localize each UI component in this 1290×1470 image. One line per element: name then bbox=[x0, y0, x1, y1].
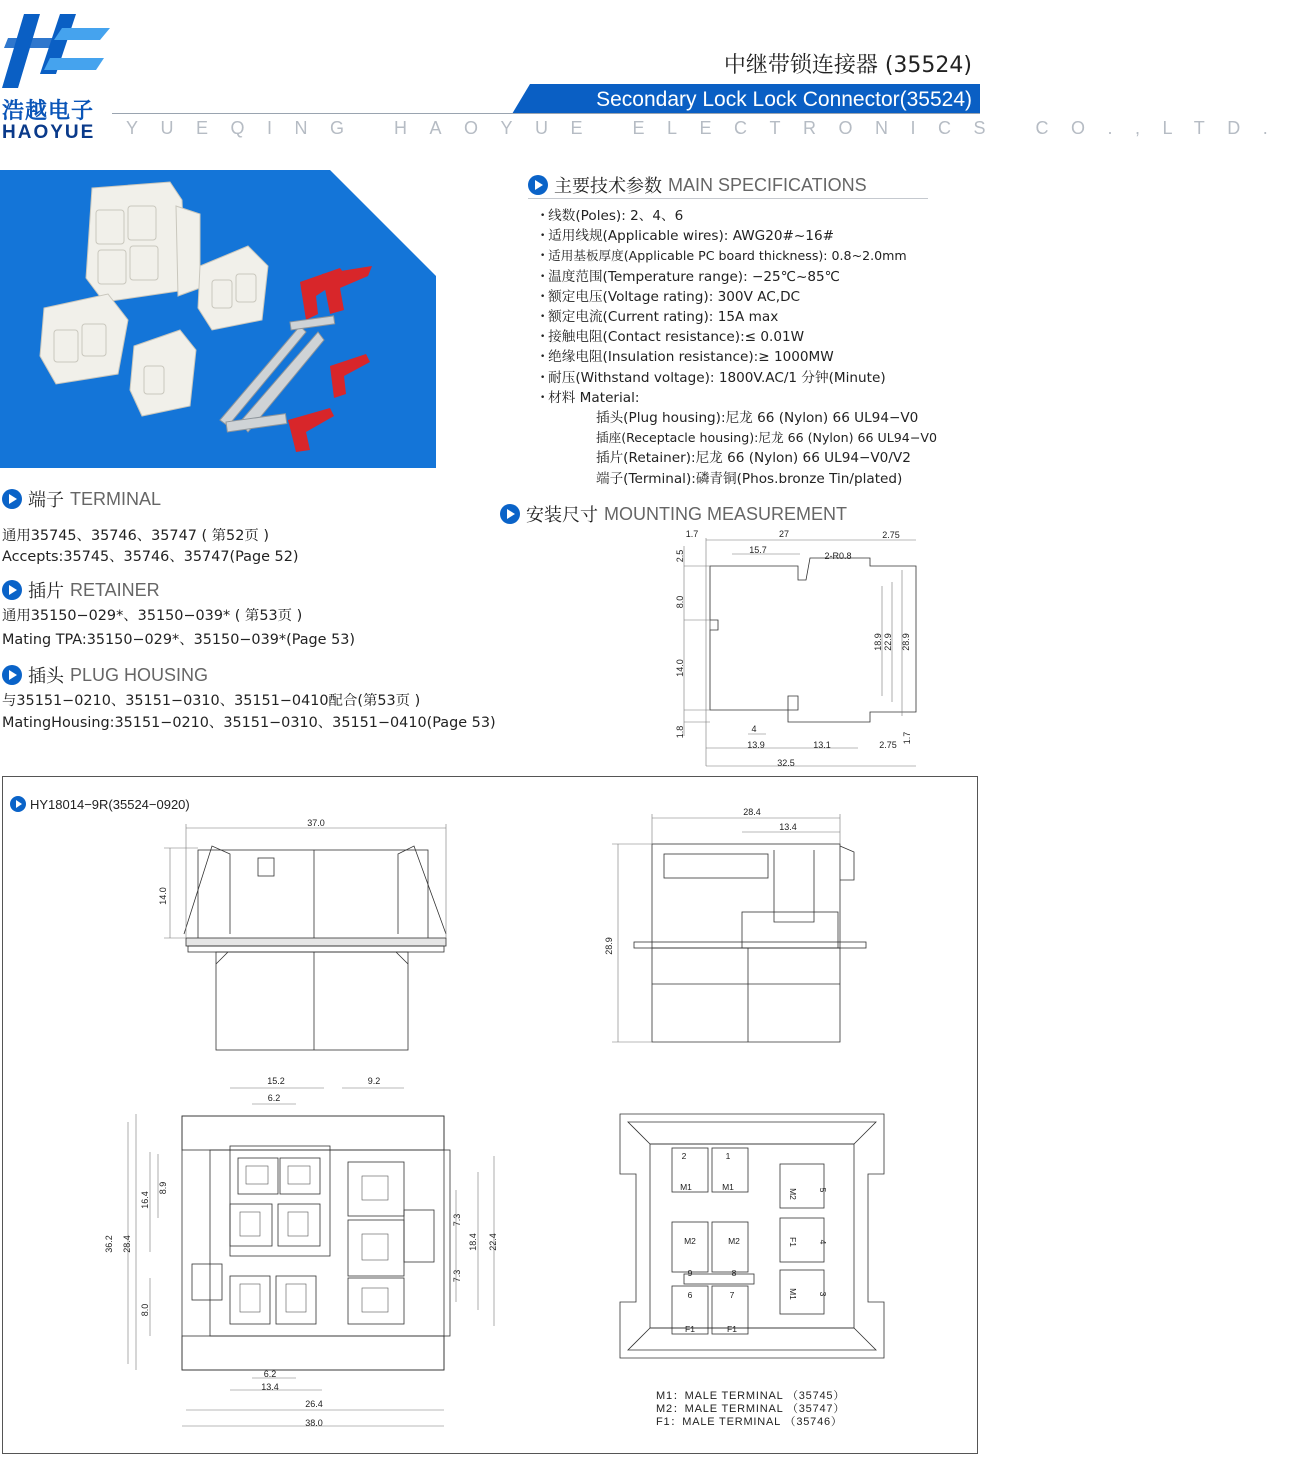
dim-label: 1.7 bbox=[685, 529, 699, 539]
side-view-drawing bbox=[596, 802, 876, 1056]
material-line: 端子(Terminal):磷青铜(Phos.bronze Tin/plated) bbox=[596, 470, 903, 487]
legend-line: M1：MALE TERMINAL （35745） bbox=[656, 1390, 846, 1402]
dim-label: 16.4 bbox=[140, 1191, 150, 1209]
dim-label: 1.8 bbox=[675, 725, 685, 739]
cavity-num: 6 bbox=[687, 1290, 693, 1300]
model-number bbox=[10, 796, 190, 812]
spec-item: • 接触电阻(Contact resistance):≤ 0.01W bbox=[540, 327, 970, 347]
dim-label: 15.7 bbox=[749, 545, 767, 555]
cavity-label: M1 bbox=[788, 1288, 798, 1300]
company-name: YUEQING HAOYUE ELECTRONICS CO.,LTD. bbox=[126, 118, 1290, 138]
cavity-label: F1 bbox=[727, 1324, 737, 1334]
page-title-en: Secondary Lock Lock Connector(35524) bbox=[596, 88, 972, 111]
retainer-heading-cn: 插片 bbox=[28, 581, 64, 602]
mounting-heading bbox=[500, 501, 847, 527]
model-number-text: HY18014−9R(35524−0920) bbox=[30, 796, 190, 812]
spec-item: • 耐压(Withstand voltage): 1800V.AC/1 分钟(Minute) bbox=[540, 368, 970, 388]
dim-label: 8.0 bbox=[140, 1303, 150, 1317]
cavity-label: M2 bbox=[788, 1188, 798, 1200]
terminal-heading bbox=[2, 486, 161, 512]
dim-label: 28.4 bbox=[743, 807, 761, 817]
plug-line-cn: 与35151−0210、35151−0310、35151−0410配合(第53页 ) bbox=[2, 693, 421, 709]
spec-item: • 线数(Poles): 2、4、6 bbox=[540, 206, 970, 226]
header-divider bbox=[112, 113, 980, 114]
dim-label: 36.2 bbox=[104, 1235, 114, 1253]
play-icon bbox=[10, 796, 26, 812]
dim-label: 6.2 bbox=[267, 1093, 281, 1103]
page-title-cn: 中继带锁连接器 (35524) bbox=[723, 53, 972, 78]
logo-cn-text: 浩越电子 bbox=[2, 99, 95, 124]
dim-label: 22.9 bbox=[883, 633, 893, 651]
dim-label: 2.75 bbox=[882, 530, 900, 540]
dim-label: 28.4 bbox=[122, 1235, 132, 1253]
cavity-label: F1 bbox=[685, 1324, 695, 1334]
dim-label: 27 bbox=[778, 529, 790, 539]
dim-label: 15.2 bbox=[267, 1076, 285, 1086]
cavity-num: 9 bbox=[687, 1268, 693, 1278]
play-icon bbox=[528, 175, 548, 195]
retainer-heading bbox=[2, 577, 160, 603]
dim-label: 13.4 bbox=[261, 1382, 279, 1392]
spec-item: • 适用线规(Applicable wires): AWG20#~16# bbox=[540, 226, 970, 246]
retainer-line-cn: 通用35150−029*、35150−039* ( 第53页 ) bbox=[2, 608, 303, 624]
logo-mark-icon bbox=[0, 10, 112, 94]
dim-label: 22.4 bbox=[488, 1233, 498, 1251]
spec-item: • 绝缘电阻(Insulation resistance):≥ 1000MW bbox=[540, 347, 970, 367]
front-view-drawing bbox=[150, 814, 470, 1054]
dim-label: 18.4 bbox=[468, 1233, 478, 1251]
terminal-heading-en: TERMINAL bbox=[70, 488, 162, 509]
dim-label: 1.7 bbox=[902, 731, 912, 745]
spec-item: • 温度范围(Temperature range): −25℃~85℃ bbox=[540, 267, 970, 287]
mounting-heading-en: MOUNTING MEASUREMENT bbox=[604, 503, 847, 524]
dim-label: 14.0 bbox=[675, 659, 685, 677]
dim-label: 7.3 bbox=[452, 1269, 462, 1283]
cavity-num: 2 bbox=[681, 1151, 687, 1161]
cavity-view-drawing bbox=[612, 1110, 892, 1364]
terminal-legend bbox=[656, 1390, 845, 1429]
terminal-line-cn: 通用35745、35746、35747 ( 第52页 ) bbox=[2, 528, 269, 544]
cavity-num: 8 bbox=[731, 1268, 737, 1278]
legend-line: M2：MALE TERMINAL （35747） bbox=[656, 1403, 846, 1415]
dim-label: 8.9 bbox=[158, 1181, 168, 1195]
play-icon bbox=[2, 665, 22, 685]
dim-label: 7.3 bbox=[452, 1213, 462, 1227]
dim-label: 13.1 bbox=[813, 740, 831, 750]
cavity-num: 3 bbox=[818, 1291, 828, 1297]
play-icon bbox=[500, 504, 520, 524]
retainer-heading-en: RETAINER bbox=[70, 579, 160, 600]
retainer-line-en: Mating TPA:35150−029*、35150−039*(Page 53) bbox=[2, 632, 356, 648]
cavity-label: M1 bbox=[680, 1182, 692, 1192]
material-line: 插头(Plug housing):尼龙 66 (Nylon) 66 UL94−V0 bbox=[596, 410, 919, 427]
cavity-num: 7 bbox=[729, 1290, 735, 1300]
cavity-label: M2 bbox=[684, 1236, 696, 1246]
terminal-line-en: Accepts:35745、35746、35747(Page 52) bbox=[2, 549, 299, 565]
specs-heading bbox=[528, 172, 867, 198]
mounting-heading-cn: 安装尺寸 bbox=[526, 505, 598, 526]
specs-heading-en: MAIN SPECIFICATIONS bbox=[668, 174, 867, 195]
logo-en-text: HAOYUE bbox=[2, 122, 96, 143]
dim-label: 28.9 bbox=[604, 937, 614, 955]
dim-label: 6.2 bbox=[263, 1369, 277, 1379]
dim-label: 28.9 bbox=[901, 633, 911, 651]
specs-list bbox=[540, 206, 970, 489]
dim-label: 13.9 bbox=[747, 740, 765, 750]
spec-item: • 额定电压(Voltage rating): 300V AC,DC bbox=[540, 287, 970, 307]
dim-label: 38.0 bbox=[305, 1418, 323, 1428]
plug-heading bbox=[2, 662, 208, 688]
spec-item: • 额定电流(Current rating): 15A max bbox=[540, 307, 970, 327]
dim-label: 2.5 bbox=[675, 549, 685, 563]
dim-label: 4 bbox=[751, 724, 757, 734]
plug-line-en: MatingHousing:35151−0210、35151−0310、35151−0410(Page 53) bbox=[2, 715, 496, 731]
product-photo bbox=[0, 170, 436, 468]
material-line: 插座(Receptacle housing):尼龙 66 (Nylon) 66 UL94−V0 bbox=[596, 430, 937, 446]
dim-label: 2-R0.8 bbox=[824, 551, 852, 561]
cavity-num: 5 bbox=[818, 1187, 828, 1193]
plug-heading-cn: 插头 bbox=[28, 666, 64, 687]
dim-label: 13.4 bbox=[779, 822, 797, 832]
cavity-label: M1 bbox=[722, 1182, 734, 1192]
cavity-label: F1 bbox=[788, 1237, 798, 1247]
dim-label: 32.5 bbox=[777, 758, 795, 768]
cavity-num: 1 bbox=[725, 1151, 731, 1161]
dim-label: 37.0 bbox=[307, 818, 325, 828]
legend-line: F1：MALE TERMINAL （35746） bbox=[656, 1416, 843, 1428]
dim-label: 14.0 bbox=[158, 887, 168, 905]
material-line: 插片(Retainer):尼龙 66 (Nylon) 66 UL94−V0/V2 bbox=[596, 450, 911, 467]
mounting-drawing bbox=[670, 526, 920, 774]
connector-illustration bbox=[0, 170, 436, 468]
plug-heading-en: PLUG HOUSING bbox=[70, 664, 209, 685]
play-icon bbox=[2, 580, 22, 600]
spec-item: • 适用基板厚度(Applicable PC board thickness): 0.8~2.0mm bbox=[540, 246, 970, 266]
bottom-view-drawing bbox=[100, 1070, 510, 1434]
brand-logo bbox=[0, 10, 120, 143]
dim-label: 18.9 bbox=[873, 633, 883, 651]
spec-item: • 材料 Material: bbox=[540, 388, 970, 408]
specs-divider bbox=[528, 198, 928, 199]
dim-label: 2.75 bbox=[879, 740, 897, 750]
cavity-label: M2 bbox=[728, 1236, 740, 1246]
terminal-heading-cn: 端子 bbox=[28, 490, 64, 511]
play-icon bbox=[2, 489, 22, 509]
specs-heading-cn: 主要技术参数 bbox=[554, 176, 662, 197]
cavity-num: 4 bbox=[818, 1239, 828, 1245]
dim-label: 9.2 bbox=[367, 1076, 381, 1086]
dim-label: 26.4 bbox=[305, 1399, 323, 1409]
dim-label: 8.0 bbox=[675, 595, 685, 609]
